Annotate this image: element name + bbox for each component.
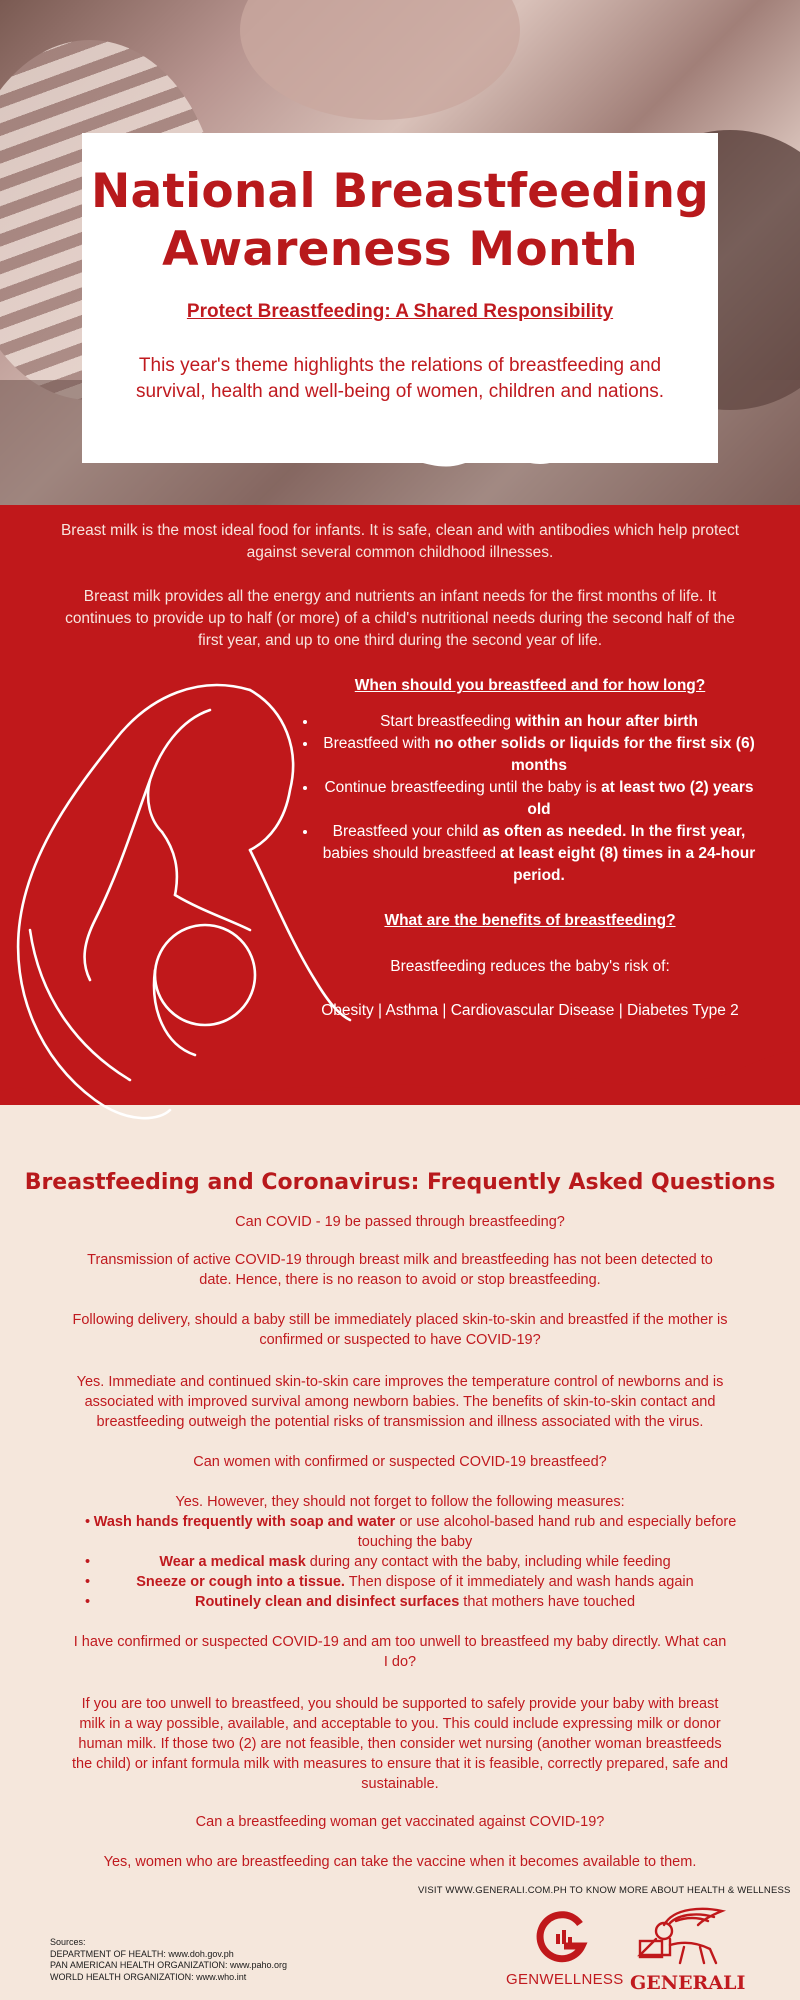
- winged-lion-icon: [634, 1905, 730, 1967]
- hero-card: [82, 133, 718, 463]
- faq-answer-2: Yes. Immediate and continued skin-to-skin care improves the temperature control of newborns and is associated with improved survival among newborn babies. The benefits of skin-to-skin contact and breastfeeding outweigh the potential risks of transmission and illness associated with the virus.: [76, 1374, 724, 1430]
- benefits-block: [300, 910, 760, 1022]
- when-heading: When should you breastfeed and for how long?: [354, 677, 706, 694]
- faq-question-1: Can COVID - 19 be passed through breastfeeding?: [235, 1214, 565, 1230]
- theme-subtitle: Protect Breastfeeding: A Shared Responsibility: [186, 301, 614, 322]
- source-item: DEPARTMENT OF HEALTH: www.doh.gov.ph: [50, 1948, 234, 1959]
- sources-label: Sources:: [50, 1937, 86, 1947]
- sources-list: [50, 1937, 287, 1983]
- list-item: • Sneeze or cough into a tissue. Then dispose of it immediately and wash hands again: [85, 1574, 694, 1590]
- title-line-1: National Breastfeeding: [90, 164, 710, 219]
- faq-question-2: Following delivery, should a baby still be immediately placed skin-to-skin and breastfed if the mother is confirmed or suspected to have COVID-19?: [72, 1312, 728, 1348]
- benefits-lead: Breastfeeding reduces the baby's risk of:: [390, 958, 670, 975]
- list-item: • Routinely clean and disinfect surfaces that mothers have touched: [85, 1594, 636, 1610]
- faq-question-4: I have confirmed or suspected COVID-19 and am too unwell to breastfeed my baby directly. What can I do?: [73, 1634, 727, 1670]
- genwellness-mark-icon: [534, 1910, 590, 1964]
- title-line-2: Awareness Month: [162, 222, 638, 277]
- faq-answer-1: Transmission of active COVID-19 through breast milk and breastfeeding has not been detected to date. Hence, there is no reason to avoid or stop breastfeeding.: [87, 1252, 713, 1288]
- intro-paragraph-1: Breast milk is the most ideal food for infants. It is safe, clean and with antibodies which help protect against several common childhood illnesses.: [60, 522, 740, 561]
- list-item: • Breastfeed with no other solids or liquids for the first six (6) months: [318, 733, 760, 777]
- list-item: • Continue breastfeeding until the baby is at least two (2) years old: [318, 777, 760, 821]
- faq-title: Breastfeeding and Coronavirus: Frequently Asked Questions: [24, 1170, 776, 1195]
- list-item: • Wear a medical mask during any contact with the baby, including while feeding: [85, 1554, 671, 1570]
- when-list: [300, 711, 760, 887]
- faq-answer-3-lead: Yes. However, they should not forget to follow the following measures:: [175, 1494, 625, 1510]
- faq-answer-4: If you are too unwell to breastfeed, you should be supported to safely provide your baby with breast milk in a way possible, available, and acceptable to you. This could include expressing milk or donor human milk. If those two (2) are not feasible, then consider wet nursing (another woman breastfeeds the child) or infant formula milk with measures to ensure that it is feasible, correctly prepared, safe and sustainable.: [71, 1696, 729, 1792]
- when-block: [300, 675, 760, 887]
- list-item: • Wash hands frequently with soap and water or use alcohol-based hand rub and especially before touching the baby: [85, 1514, 737, 1550]
- intro-paragraph-2: Breast milk provides all the energy and nutrients an infant needs for the first months of life. It continues to provide up to half (or more) of a child's nutritional needs during the second half of the first year, and up to one third during the second year of life.: [65, 588, 735, 649]
- source-item: PAN AMERICAN HEALTH ORGANIZATION: www.paho.org: [50, 1960, 288, 1970]
- benefits-risks: Obesity | Asthma | Cardiovascular Disease | Diabetes Type 2: [321, 1002, 739, 1019]
- benefits-heading: What are the benefits of breastfeeding?: [384, 912, 676, 929]
- genwellness-label: GENWELLNESS: [506, 1971, 624, 1988]
- list-item: • Breastfeed your child as often as needed. In the first year, babies should breastfeed at least eight (8) times in a 24-hour period.: [318, 821, 760, 887]
- visit-website-note: VISIT WWW.GENERALI.COM.PH TO KNOW MORE ABOUT HEALTH & WELLNESS: [418, 1885, 791, 1896]
- generali-logo: [630, 1905, 746, 1995]
- theme-description: This year's theme highlights the relations of breastfeeding and survival, health and well-being of women, children and nations.: [135, 355, 665, 402]
- source-item: WORLD HEALTH ORGANIZATION: www.who.int: [50, 1971, 247, 1982]
- torn-paper-edge: [82, 430, 718, 490]
- genwellness-logo: [506, 1910, 624, 1990]
- faq-question-5: Can a breastfeeding woman get vaccinated against COVID-19?: [195, 1814, 605, 1830]
- faq-question-3: Can women with confirmed or suspected COVID-19 breastfeed?: [193, 1454, 607, 1470]
- faq-answer-5: Yes, women who are breastfeeding can take the vaccine when it becomes available to them.: [103, 1854, 697, 1870]
- generali-label: GENERALI: [630, 1972, 746, 1994]
- page-title: [82, 163, 718, 279]
- list-item: • Start breastfeeding within an hour after birth: [318, 711, 760, 733]
